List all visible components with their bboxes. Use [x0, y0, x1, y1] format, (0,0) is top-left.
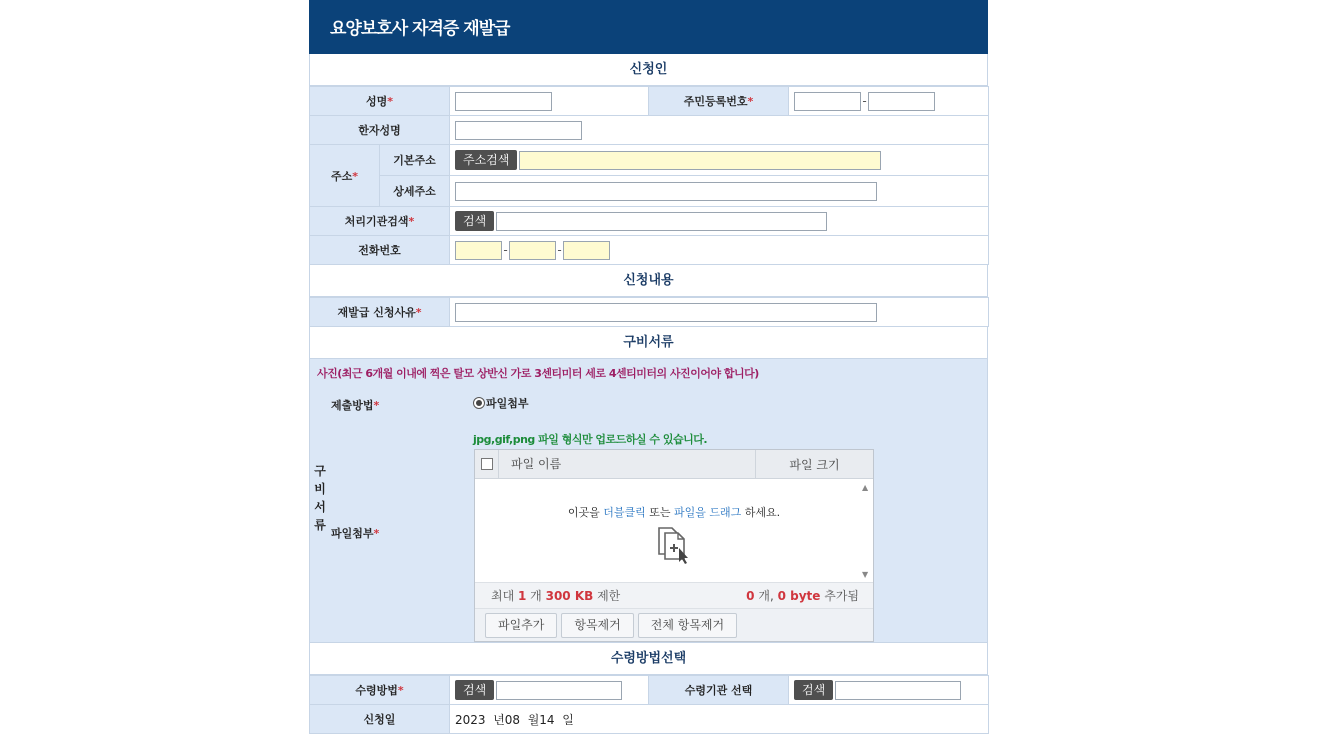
docs-vertical-char: 비 — [314, 482, 326, 496]
receive-agency-cell — [789, 676, 989, 705]
detail-address-input[interactable] — [455, 182, 877, 201]
agency-search-cell — [450, 207, 989, 236]
phone-part3-input[interactable] — [563, 241, 610, 260]
reissue-form — [309, 0, 988, 727]
phone-dash-2: - — [557, 242, 562, 257]
agency-input[interactable] — [496, 212, 827, 231]
basic-address-input[interactable] — [519, 151, 881, 170]
name-input[interactable] — [455, 92, 552, 111]
documents-panel — [309, 359, 988, 643]
column-file-name: 파일 이름 — [499, 450, 756, 479]
upload-status-text: 0 개, 0 byte 추가됨 — [746, 589, 859, 603]
rrn-label: 주민등록번호* — [649, 87, 789, 116]
rrn-cell — [789, 87, 989, 116]
section-title-docs: 구비서류 — [309, 327, 988, 359]
drop-zone[interactable] — [475, 479, 873, 583]
section-title-content: 신청내용 — [309, 265, 988, 297]
select-all-checkbox[interactable] — [475, 450, 499, 479]
receive-agency-search-button[interactable]: 검색 — [794, 680, 833, 700]
file-uploader — [474, 449, 874, 642]
submit-method-label: 제출방법* — [331, 399, 380, 412]
rrn-back-input[interactable] — [868, 92, 935, 111]
scroll-down-icon[interactable]: ▼ — [862, 570, 869, 579]
phone-part2-input[interactable] — [509, 241, 556, 260]
file-attach-radio[interactable] — [473, 395, 529, 411]
basic-address-label: 기본주소 — [380, 145, 450, 176]
receive-table — [309, 675, 989, 734]
radio-label: 파일첨부 — [486, 397, 529, 410]
receive-agency-input[interactable] — [835, 681, 961, 700]
reason-cell — [450, 298, 989, 327]
docs-vertical-char: 구 — [314, 464, 326, 478]
application-date: 2023 년08 월14 일 — [450, 705, 989, 734]
uploader-info — [475, 583, 873, 609]
receive-method-input[interactable] — [496, 681, 622, 700]
receive-method-search-button[interactable]: 검색 — [455, 680, 494, 700]
reason-label: 재발급 신청사유* — [310, 298, 450, 327]
section-title-applicant: 신청인 — [309, 54, 988, 86]
scroll-up-icon[interactable]: ▲ — [862, 483, 869, 492]
detail-address-label: 상세주소 — [380, 176, 450, 207]
name-cell — [450, 87, 649, 116]
hanja-name-input[interactable] — [455, 121, 582, 140]
checkbox-icon — [481, 458, 493, 470]
name-label: 성명* — [310, 87, 450, 116]
address-label: 주소* — [310, 145, 380, 207]
phone-dash-1: - — [503, 242, 508, 257]
rrn-dash: - — [862, 93, 867, 108]
application-date-label: 신청일 — [310, 705, 450, 734]
photo-note: 사진(최근 6개월 이내에 찍은 탈모 상반신 가로 3센티미터 세로 4센티미터의 사진이어야 합니다) — [317, 367, 759, 380]
hanja-name-label: 한자성명 — [310, 116, 450, 145]
file-add-icon — [657, 524, 693, 564]
remove-all-button[interactable]: 전체 항목제거 — [638, 613, 737, 638]
receive-method-label: 수령방법* — [310, 676, 450, 705]
phone-part1-input[interactable] — [455, 241, 502, 260]
phone-cell — [450, 236, 989, 265]
agency-search-button[interactable]: 검색 — [455, 211, 494, 231]
basic-address-cell — [450, 145, 989, 176]
applicant-table — [309, 86, 989, 265]
uploader-buttons — [475, 609, 873, 641]
docs-vertical-label — [313, 462, 327, 534]
receive-agency-label: 수령기관 선택 — [649, 676, 789, 705]
hanja-cell — [450, 116, 989, 145]
address-search-button[interactable]: 주소검색 — [455, 150, 517, 170]
docs-vertical-char: 서 — [314, 500, 326, 514]
file-attach-label: 파일첨부* — [331, 527, 380, 540]
radio-icon — [473, 397, 485, 409]
column-file-size: 파일 크기 — [789, 457, 840, 472]
section-title-receive: 수령방법선택 — [309, 643, 988, 675]
add-file-button[interactable]: 파일추가 — [485, 613, 557, 638]
reason-input[interactable] — [455, 303, 877, 322]
drop-zone-message: 이곳을 더블클릭 또는 파일을 드래그 하세요. — [567, 506, 781, 519]
remove-item-button[interactable]: 항목제거 — [561, 613, 633, 638]
rrn-front-input[interactable] — [794, 92, 861, 111]
upload-limit-text: 최대 1 개 300 KB 제한 — [491, 589, 621, 603]
agency-search-label: 처리기관검색* — [310, 207, 450, 236]
drop-zone-scrollbar[interactable] — [859, 479, 873, 583]
allowed-extensions-note: jpg,gif,png 파일 형식만 업로드하실 수 있습니다. — [473, 433, 707, 446]
content-table — [309, 297, 989, 327]
docs-vertical-char: 류 — [314, 518, 326, 532]
phone-label: 전화번호 — [310, 236, 450, 265]
detail-address-cell — [450, 176, 989, 207]
receive-method-cell — [450, 676, 649, 705]
uploader-header — [475, 450, 873, 479]
page-title: 요양보호사 자격증 재발급 — [309, 0, 988, 54]
